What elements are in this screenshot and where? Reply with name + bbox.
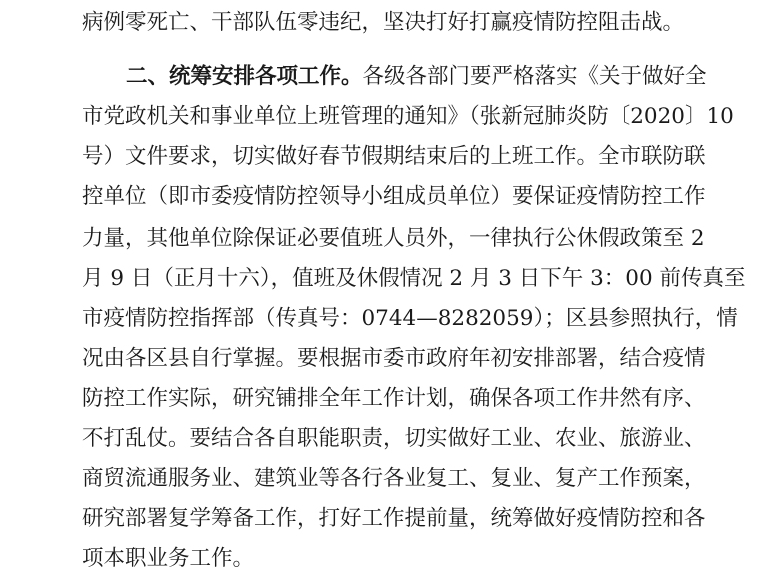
section-2-text: 各级各部门要严格落实《关于做好全 xyxy=(362,64,707,89)
text-line-12: 研究部署复学筹备工作，打好工作提前量，统筹做好疫情防控和各 xyxy=(82,506,706,531)
text-line-4: 控单位（即市委疫情防控领导小组成员单位）要保证疫情防控工作 xyxy=(82,184,706,209)
text-line-10: 不打乱仗。要结合各自职能职责，切实做好工业、农业、旅游业、 xyxy=(82,426,706,451)
text-line-2: 市党政机关和事业单位上班管理的通知》（张新冠肺炎防〔2020〕10 xyxy=(82,104,734,129)
section-2-heading: 二、统筹安排各项工作。 xyxy=(126,64,363,89)
section-2-first-line xyxy=(126,58,707,96)
text-line-9: 防控工作实际，研究铺排全年工作计划，确保各项工作井然有序、 xyxy=(82,386,706,411)
text-line-6: 月 9 日（正月十六），值班及休假情况 2 月 3 日下午 3：00 前传真至 xyxy=(82,266,746,291)
text-line-3: 号）文件要求，切实做好春节假期结束后的上班工作。全市联防联 xyxy=(82,144,706,169)
text-line-11: 商贸流通服务业、建筑业等各行各业复工、复业、复产工作预案， xyxy=(82,466,706,491)
text-line-5: 力量，其他单位除保证必要值班人员外，一律执行公休假政策至 2 xyxy=(82,226,705,251)
text-line-7: 市疫情防控指挥部（传真号：0744—8282059）；区县参照执行，情 xyxy=(82,306,738,331)
text-line-13: 项本职业务工作。 xyxy=(82,546,255,571)
text-line-1: 病例零死亡、干部队伍零违纪，坚决打好打赢疫情防控阻击战。 xyxy=(82,10,685,35)
text-line-8: 况由各区县自行掌握。要根据市委市政府年初安排部署，结合疫情 xyxy=(82,346,706,371)
